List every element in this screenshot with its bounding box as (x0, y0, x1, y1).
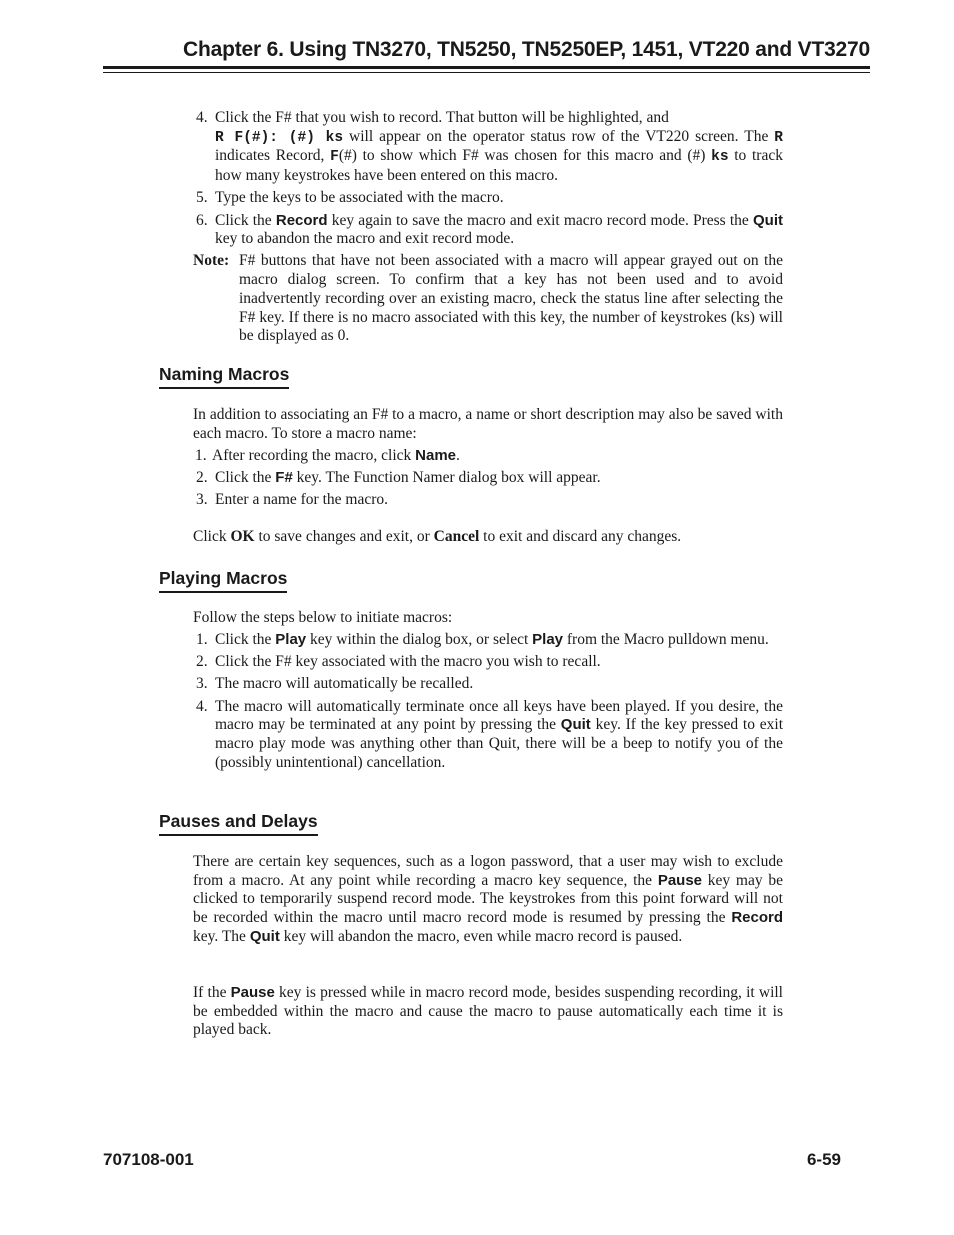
header-rule-thin (103, 72, 870, 73)
record-steps-list (193, 109, 783, 346)
footer-doc-number: 707108-001 (103, 1150, 194, 1169)
list-item: 4. Click the F# that you wish to record. That button will be highlighted, and R F(#): (#) ks will appear on the operator status row of the VT220 screen. The R indicates Record, F(#) to show which F# was chosen for this macro and (#) ks to track how many keystrokes have been entered on this macro. (196, 109, 783, 185)
pauses-paragraph-1: There are certain key sequences, such as a logon password, that a user may wish to exclude from a macro. At any point while recording a macro key sequence, the Pause key may be clicked to temporarily suspend record mode. The keystrokes from this point forward will not be recorded within the macro until macro record mode is resumed by pressing the Record key. The Quit key will abandon the macro, even while macro record is paused. (193, 853, 783, 945)
list-item: 5. Type the keys to be associated with the macro. (196, 189, 504, 207)
chapter-header: Chapter 6. Using TN3270, TN5250, TN5250EP, 1451, VT220 and VT3270 (183, 38, 870, 61)
status-code: R F(#): (#) ks (215, 129, 344, 146)
header-rule-thick (103, 66, 870, 69)
list-item: 6. Click the Record key again to save the macro and exit macro record mode. Press the Quit key to abandon the macro and exit record mode. (196, 211, 783, 248)
list-item: 2. Click the F# key associated with the macro you wish to recall. (196, 653, 601, 671)
section-title-pauses-and-delays: Pauses and Delays (159, 812, 318, 836)
list-item: 3. The macro will automatically be recalled. (196, 675, 474, 693)
naming-steps-list (193, 447, 783, 514)
playing-intro: Follow the steps below to initiate macros: (193, 609, 453, 626)
list-item: 2. Click the F# key. The Function Namer dialog box will appear. (196, 469, 601, 487)
record-key-label: Record (275, 211, 328, 229)
note-block: Note: F# buttons that have not been associated with a macro will appear grayed out on the macro dialog screen. To confirm that a key has not been used and to avoid inadvertently recording over an existing macro, check the status line after selecting the F# key. If there is no macro associated with this key, the number of keystrokes (ks) will be displayed as 0. (193, 252, 783, 345)
section-title-naming-macros: Naming Macros (159, 365, 289, 389)
list-item: 1. Click the Play key within the dialog box, or select Play from the Macro pulldown menu. (196, 631, 769, 648)
section-title-playing-macros: Playing Macros (159, 569, 287, 593)
list-item: 3. Enter a name for the macro. (196, 491, 388, 509)
list-item: 1. After recording the macro, click Name. (195, 447, 460, 464)
note-label: Note: (193, 252, 230, 270)
pauses-paragraph-2: If the Pause key is pressed while in macro record mode, besides suspending recording, it will be embedded within the macro and cause the macro to pause automatically each time it is played back. (193, 984, 783, 1039)
quit-key-label: Quit (752, 211, 783, 229)
list-item: 4. The macro will automatically terminate once all keys have been played. If you desire, the macro may be terminated at any point by pressing the Quit key. If the key pressed to exit macro play mode was anything other than Quit, there will be a beep to notify you of the (possibly unintentional) cancellation. (196, 697, 783, 771)
naming-closing: Click OK to save changes and exit, or Cancel to exit and discard any changes. (193, 528, 682, 545)
playing-steps-list (193, 631, 783, 776)
naming-intro: In addition to associating an F# to a macro, a name or short description may also be saved with each macro. To store a macro name: (193, 406, 783, 442)
footer-page-number: 6-59 (806, 1150, 841, 1169)
